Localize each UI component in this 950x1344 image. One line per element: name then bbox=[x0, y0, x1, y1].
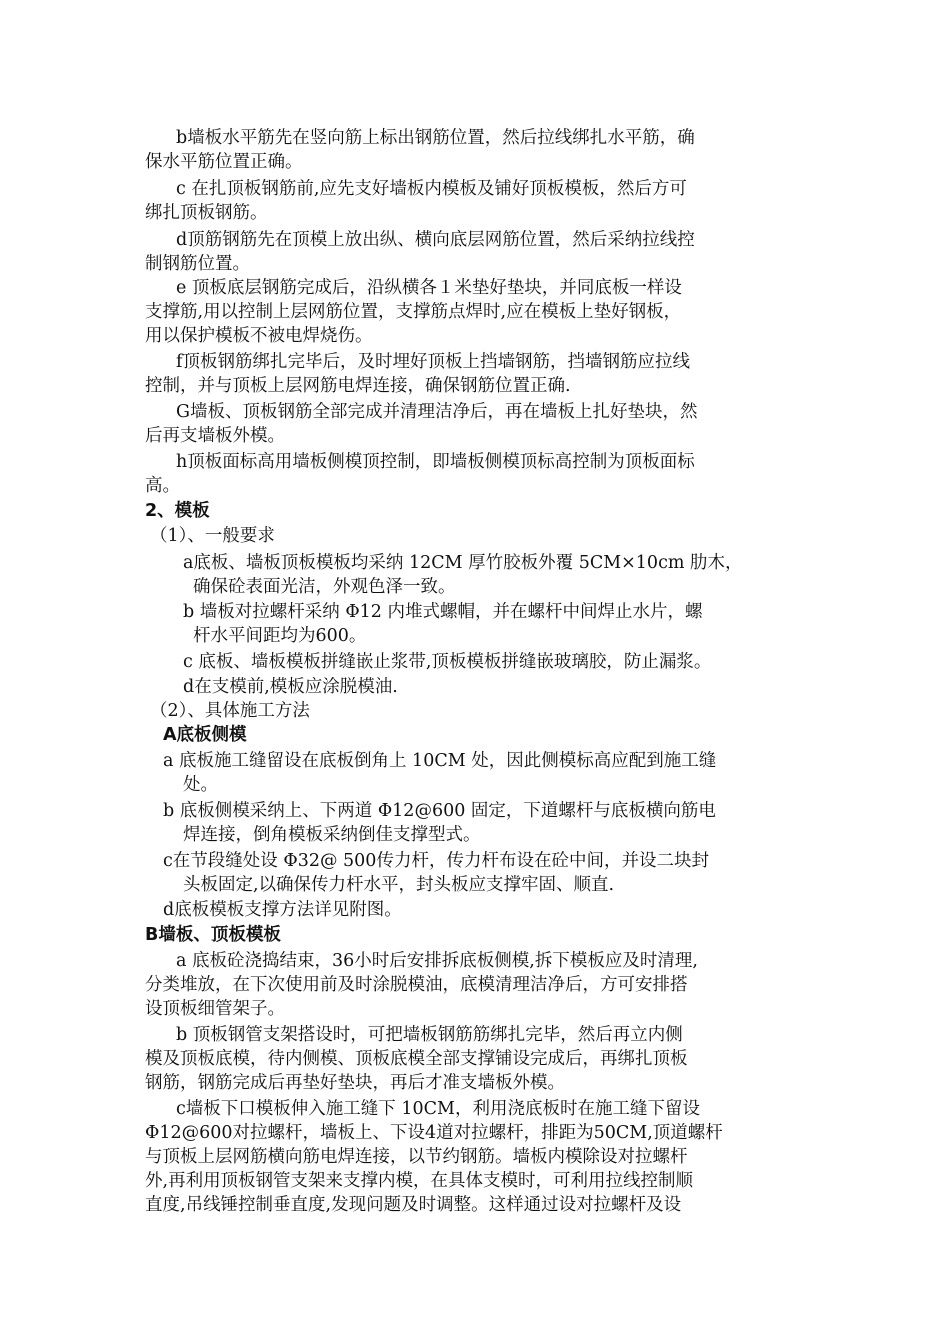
wall-b-line-2: 模及顶板底模，待内侧模、顶板底模全部支撑铺设完成后，再绑扎顶板 bbox=[145, 1049, 688, 1069]
subsection-construction-method: （2）、具体施工方法 bbox=[150, 701, 310, 721]
wall-b-line-3: 钢筋，钢筋完成后再垫好垫块，再后才准支墙板外模。 bbox=[145, 1073, 565, 1093]
bottom-c-line-2: 头板固定,以确保传力杆水平，封头板应支撑牢固、顺直. bbox=[183, 875, 615, 895]
bottom-b-line-2: 焊连接，倒角模板采纳倒佳支撑型式。 bbox=[183, 825, 481, 845]
wall-a-line-3: 设顶板细管架子。 bbox=[145, 999, 285, 1019]
paragraph-d-line-1: d顶筋钢筋先在顶模上放出纵、横向底层网筋位置，然后采纳拉线控 bbox=[176, 230, 695, 250]
paragraph-b-line-1: b墙板水平筋先在竖向筋上标出钢筋位置，然后拉线绑扎水平筋，确 bbox=[176, 128, 695, 148]
wall-c-line-2: Φ12@600对拉螺杆，墙板上、下设4道对拉螺杆，排距为50CM,顶道螺杆 bbox=[145, 1123, 723, 1143]
bottom-a-line-1: a 底板施工缝留设在底板倒角上 10CM 处，因此侧模标高应配到施工缝 bbox=[163, 751, 717, 771]
subsection-general-requirements: （1）、一般要求 bbox=[150, 526, 275, 546]
wall-a-line-2: 分类堆放，在下次使用前及时涂脱模油，底模清理洁净后，方可安排搭 bbox=[145, 975, 688, 995]
bottom-a-line-2: 处。 bbox=[183, 775, 218, 795]
paragraph-e-line-3: 用以保护模板不被电焊烧伤。 bbox=[145, 326, 373, 346]
section-heading-formwork: 2、模板 bbox=[145, 501, 210, 521]
wall-c-line-4: 外,再利用顶板钢管支架来支撑内模，在具体支模时，可利用拉线控制顺 bbox=[145, 1171, 694, 1191]
wall-c-line-5: 直度,吊线锤控制垂直度,发现问题及时调整。这样通过设对拉螺杆及设 bbox=[145, 1195, 682, 1215]
requirement-a-line-1: a底板、墙板顶板模板均采纳 12CM 厚竹胶板外覆 5CM×10cm 肋木， bbox=[183, 553, 743, 573]
paragraph-b-line-2: 保水平筋位置正确。 bbox=[145, 152, 303, 172]
bottom-b-line-1: b 底板侧模采纳上、下两道 Φ12@600 固定，下道螺杆与底板横向筋电 bbox=[163, 801, 716, 821]
paragraph-h-line-2: 高。 bbox=[145, 476, 180, 496]
wall-c-line-1: c墙板下口模板伸入施工缝下 10CM，利用浇底板时在施工缝下留设 bbox=[176, 1099, 700, 1119]
requirement-c: c 底板、墙板模板拼缝嵌止浆带,顶板模板拼缝嵌玻璃胶，防止漏浆。 bbox=[183, 652, 712, 672]
paragraph-e-line-2: 支撑筋,用以控制上层网筋位置，支撑筋点焊时,应在模板上垫好钢板， bbox=[145, 302, 682, 322]
requirement-b-line-2: 杆水平间距均为600。 bbox=[193, 626, 367, 646]
wall-c-line-3: 与顶板上层网筋横向筋电焊连接，以节约钢筋。墙板内模除设对拉螺杆 bbox=[145, 1147, 688, 1167]
paragraph-f-line-1: f顶板钢筋绑扎完毕后，及时埋好顶板上挡墙钢筋，挡墙钢筋应拉线 bbox=[176, 352, 690, 372]
requirement-b-line-1: b 墙板对拉螺杆采纳 Φ12 内堆式螺帽，并在螺杆中间焊止水片，螺 bbox=[183, 602, 703, 622]
paragraph-c-line-2: 绑扎顶板钢筋。 bbox=[145, 203, 268, 223]
paragraph-g-line-2: 后再支墙板外模。 bbox=[145, 426, 285, 446]
paragraph-h-line-1: h顶板面标高用墙板侧模顶控制，即墙板侧模顶标高控制为顶板面标 bbox=[176, 452, 695, 472]
paragraph-d-line-2: 制钢筋位置。 bbox=[145, 254, 250, 274]
wall-a-line-1: a 底板砼浇捣结束，36小时后安排拆底板侧模,拆下模板应及时清理, bbox=[176, 951, 698, 971]
requirement-d: d在支模前,模板应涂脱模油. bbox=[183, 677, 398, 697]
paragraph-f-line-2: 控制，并与顶板上层网筋电焊连接，确保钢筋位置正确. bbox=[145, 376, 571, 396]
paragraph-c-line-1: c 在扎顶板钢筋前,应先支好墙板内模板及铺好顶板模板，然后方可 bbox=[176, 179, 687, 199]
paragraph-g-line-1: G墙板、顶板钢筋全部完成并清理洁净后，再在墙板上扎好垫块，然 bbox=[176, 402, 698, 422]
wall-b-line-1: b 顶板钢管支架搭设时，可把墙板钢筋筋绑扎完毕，然后再立内侧 bbox=[176, 1025, 683, 1045]
bottom-d: d底板模板支撑方法详见附图。 bbox=[163, 900, 402, 920]
requirement-a-line-2: 确保砼表面光洁，外观色泽一致。 bbox=[193, 577, 456, 597]
paragraph-e-line-1: e 顶板底层钢筋完成后，沿纵横各１米垫好垫块，并同底板一样设 bbox=[176, 278, 682, 298]
heading-bottom-slab-side-form: A底板侧模 bbox=[163, 725, 247, 745]
bottom-c-line-1: c在节段缝处设 Φ32@ 500传力杆，传力杆布设在砼中间，并设二块封 bbox=[163, 851, 709, 871]
heading-wall-roof-form: B墙板、顶板模板 bbox=[145, 925, 281, 945]
